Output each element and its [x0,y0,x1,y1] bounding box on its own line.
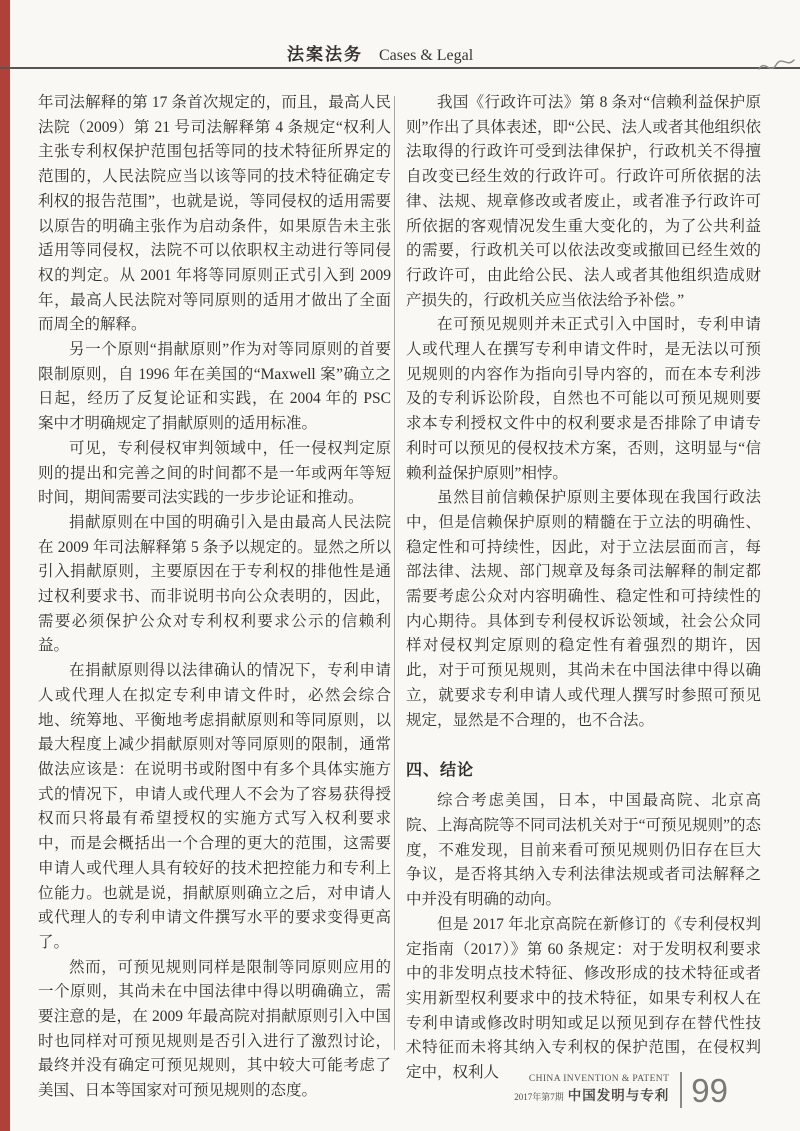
paragraph: 综合考虑美国，日本，中国最高院、北京高院、上海高院等不同司法机关对于“可预见规则”的态度，不难发现，目前来看可预见规则仍旧存在巨大争议，是否将其纳入专利法律法规或者司法解释之中并没有明确的动向。 [406,792,761,909]
journal-title-zh-line [514,1086,669,1106]
page-header [287,40,473,65]
right-column [406,91,761,1086]
header-rule [0,67,800,69]
journal-title-en: CHINA INVENTION & PATENT [528,1074,670,1085]
issue-label: 2017年第7期 [514,1091,564,1102]
paragraph: 然而，可预见规则同样是限制等同原则应用的一个原则，其尚未在中国法律中得以明确确立，需要注意的是，在 2009 年最高院对捐献原则引入中国时也同样对可预见规则是否引入进行了激烈讨论，最终并没有确定可预见规则，其中较大可能考虑了美国、日本等国家对可预见规则的态度。 [38,958,391,1100]
journal-name-zh: 中国发明与专利 [567,1087,670,1103]
section-title-zh: 法案法务 [287,45,363,64]
paragraph: 在捐献原则得以法律确认的情况下，专利申请人或代理人在拟定专利申请文件时，必然会综合地、统筹地、平衡地考虑捐献原则和等同原则，以最大程度上减少捐献原则对等同原则的限制，通常做法应该是：在说明书或附图中有多个具体实施方式的情况下，申请人或代理人不会为了容易获得授权而只将最有希望授权的实施方式写入权利要求中，而是会概括出一个合理的更大的范围，这需要申请人或代理人具有较好的技术把控能力和专利上位能力。也就是说，捐献原则确立之后，对申请人或代理人的专利申请文件撰写水平的要求变得更高了。 [38,662,391,951]
footer-divider-bar [680,1072,682,1108]
squiggle-mark-icon [757,52,797,78]
left-column [38,91,391,1104]
page-number: 99 [691,1071,728,1109]
paragraph: 虽然目前信赖保护原则主要体现在我国行政法中，但是信赖保护原则的精髓在于立法的明确性、稳定性和可持续性，因此，对于立法层面而言，每部法律、法规、部门规章及每条司法解释的制定都需要考虑公众对内容明确性、稳定性和可持续性的内心期待。具体到专利侵权诉讼领域，社会公众同样对侵权判定原则的稳定性有着强烈的期许，因此，对于可预见规则，其尚未在中国法律中得以确立，就要求专利申请人或代理人撰写时参照可预见规定，显然是不合理的，也不合法。 [406,489,761,729]
journal-imprint [514,1074,669,1106]
paragraph: 我国《行政许可法》第 8 条对“信赖利益保护原则”作出了具体表述，即“公民、法人或者其他组织依法取得的行政许可受到法律保护，行政机关不得擅自改变已经生效的行政许可。行政许可所依据的法律、法规、规章修改或者废止，或者准予行政许可所依据的客观情况发生重大变化的，为了公共利益的需要，行政机关可以依法改变或撤回已经生效的行政许可，由此给公民、法人或者其他组织造成财产损失的，行政机关应当依法给予补偿。” [406,94,761,309]
magazine-spine-stripe [0,0,10,1131]
paragraph: 年司法解释的第 17 条首次规定的，而且，最高人民法院（2009）第 21 号司法解释第 4 条规定“权利人主张专利权保护范围包括等同的技术特征所界定的范围的，人民法院应当以该等同的技术特征确定专利权的报告范围”，也就是说，等同侵权的适用需要以原告的明确主张作为启动条件，如果原告未主张适用等同侵权，法院不可以依职权主动进行等同侵权的判定。从 2001 年将等同原则正式引入到 2009 年，最高人民法院对等同原则的适用才做出了全面而周全的解释。 [38,94,391,334]
paragraph: 但是 2017 年北京高院在新修订的《专利侵权判定指南（2017）》第 60 条规定：对于发明权利要求中的非发明点技术特征、修改形成的技术特征或者实用新型权利要求中的技术特征，如果专利权人在专利申请或修改时明知或足以预见到存在替代性技术特征而未将其纳入专利权的保护范围，在侵权判定中，权利人 [406,915,761,1082]
paragraph: 在可预见规则并未正式引入中国时，专利申请人或代理人在撰写专利申请文件时，是无法以可预见规则的内容作为指向引导内容的，而在本专利涉及的专利诉讼阶段，自然也不可能以可预见规则要求本专利授权文件中的权利要求是否排除了申请专利时可以预见的侵权技术方案，否则，这明显与“信赖利益保护原则”相悖。 [406,316,761,482]
paragraph: 捐献原则在中国的明确引入是由最高人民法院在 2009 年司法解释第 5 条予以规定的。显然之所以引入捐献原则，主要原因在于专利权的排他性是通过权利要求书、而非说明书向公众表明的，因此，需要必须保护公众对专利权利要求公示的信赖利益。 [38,513,391,655]
paragraph: 可见，专利侵权审判领域中，任一侵权判定原则的提出和完善之间的时间都不是一年或两年等短时间，期间需要司法实践的一步步论证和推动。 [38,439,391,507]
column-divider-rule [394,96,395,1050]
paragraph: 另一个原则“捐献原则”作为对等同原则的首要限制原则，自 1996 年在美国的“Maxwell 案”确立之日起，经历了反复论证和实践，在 2004 年的 PSC 案中才明确规定了捐献原则的适用标准。 [38,341,391,433]
page-footer [514,1072,728,1108]
conclusion-heading: 四、结论 [406,762,475,780]
section-title-en: Cases & Legal [379,47,474,64]
